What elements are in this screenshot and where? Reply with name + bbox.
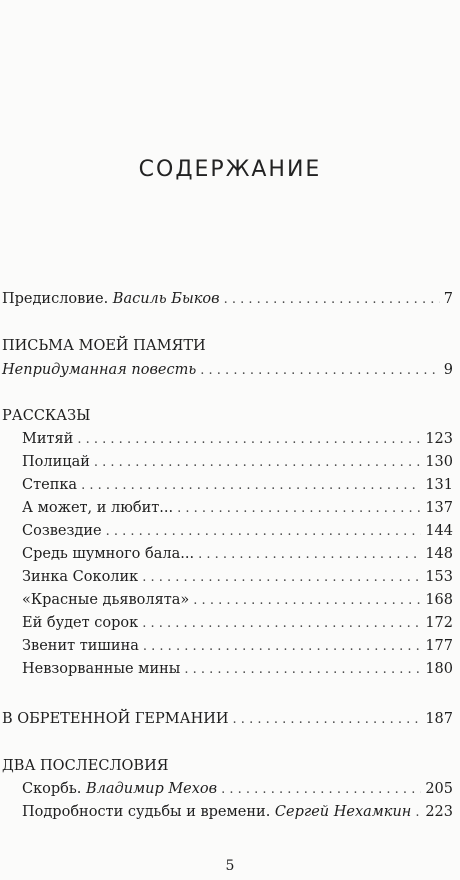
entry-title: Невзорванные мины [22,661,181,677]
toc-entry-story [22,430,453,449]
toc-entry-label [22,522,102,540]
toc-page-number: 7 [443,291,453,307]
page-title: СОДЕРЖАНИЕ [138,157,322,182]
entry-title: Ей будет сорок [22,615,139,631]
dot-leader [415,804,421,822]
toc-page-number: 153 [425,569,453,585]
entry-title: Подробности судьбы и времени. [22,804,275,820]
toc-entry-story [22,660,453,679]
dot-leader [77,431,421,449]
toc-entry-story [22,499,453,518]
dot-leader [81,477,421,495]
toc-entry-label [22,476,77,494]
entry-title: Митяй [22,431,74,447]
toc-entry-afterword [22,803,453,822]
toc-entry-label [22,803,411,821]
toc-entry-novella [2,361,453,380]
toc-page-number: 130 [425,454,453,470]
toc-entry-story [22,545,453,564]
preface-label: Предисловие. [2,291,113,307]
toc-entry-story [22,522,453,541]
toc-page-number: 123 [425,431,453,447]
entry-author: Владимир Мехов [86,781,218,797]
toc-entry-germany [2,710,453,729]
toc-entry-preface [2,290,453,309]
toc-entry-afterword [22,780,453,799]
toc-entry-label [22,430,73,448]
section-heading-stories: РАССКАЗЫ [2,408,91,424]
dot-leader [184,661,421,679]
toc-page-number: 168 [425,592,453,608]
toc-entry-story [22,637,453,656]
entry-title: Зинка Соколик [22,569,139,585]
dot-leader [142,569,421,587]
toc-entry-label [22,780,217,798]
toc-page-number: 180 [425,661,453,677]
toc-entry-story [22,614,453,633]
toc-page-number: 177 [425,638,453,654]
dot-leader [193,592,421,610]
dot-leader [200,362,440,380]
dot-leader [94,454,421,472]
dot-leader [143,638,421,656]
toc-entry-label [2,290,220,308]
entry-title: Полицай [22,454,90,470]
toc-entry-label: Непридуманная повесть [2,362,197,378]
toc-page-number: 148 [425,546,453,562]
toc-entry-label [22,545,194,563]
toc-entry-label [22,568,138,586]
page-number: 5 [225,858,235,874]
section-heading-letters: ПИСЬМА МОЕЙ ПАМЯТИ [2,338,206,354]
toc-entry-label [22,453,90,471]
toc-page-number: 131 [425,477,453,493]
toc-page-number: 144 [425,523,453,539]
dot-leader [233,711,422,729]
toc-page-number: 223 [425,804,453,820]
section-heading-afterwords: ДВА ПОСЛЕСЛОВИЯ [2,758,169,774]
toc-entry-story [22,568,453,587]
toc-page-number: 172 [425,615,453,631]
entry-title: Звенит тишина [22,638,139,654]
entry-author: Сергей Нехамкин [274,804,412,820]
toc-entry-label [22,660,180,678]
preface-author: Василь Быков [112,291,220,307]
dot-leader [221,781,421,799]
dot-leader [224,291,440,309]
toc-entry-label: В ОБРЕТЕННОЙ ГЕРМАНИИ [2,711,229,727]
toc-page-number: 9 [443,362,453,378]
dot-leader [198,546,421,564]
toc-entry-story [22,591,453,610]
toc-entry-story [22,476,453,495]
toc-entry-label [22,637,139,655]
toc-entry-story [22,453,453,472]
dot-leader [177,500,421,518]
entry-title: А может, и любит... [22,500,174,516]
toc-entry-label [22,591,189,609]
toc-page-number: 205 [425,781,453,797]
entry-title: Скорбь. [22,781,87,797]
entry-title: «Красные дьяволята» [22,592,190,608]
toc-page-number: 137 [425,500,453,516]
dot-leader [106,523,422,541]
toc-entry-label [22,614,138,632]
dot-leader [142,615,421,633]
entry-title: Средь шумного бала... [22,546,195,562]
entry-title: Созвездие [22,523,102,539]
toc-page-number: 187 [425,711,453,727]
toc-entry-label [22,499,173,517]
entry-title: Степка [22,477,78,493]
